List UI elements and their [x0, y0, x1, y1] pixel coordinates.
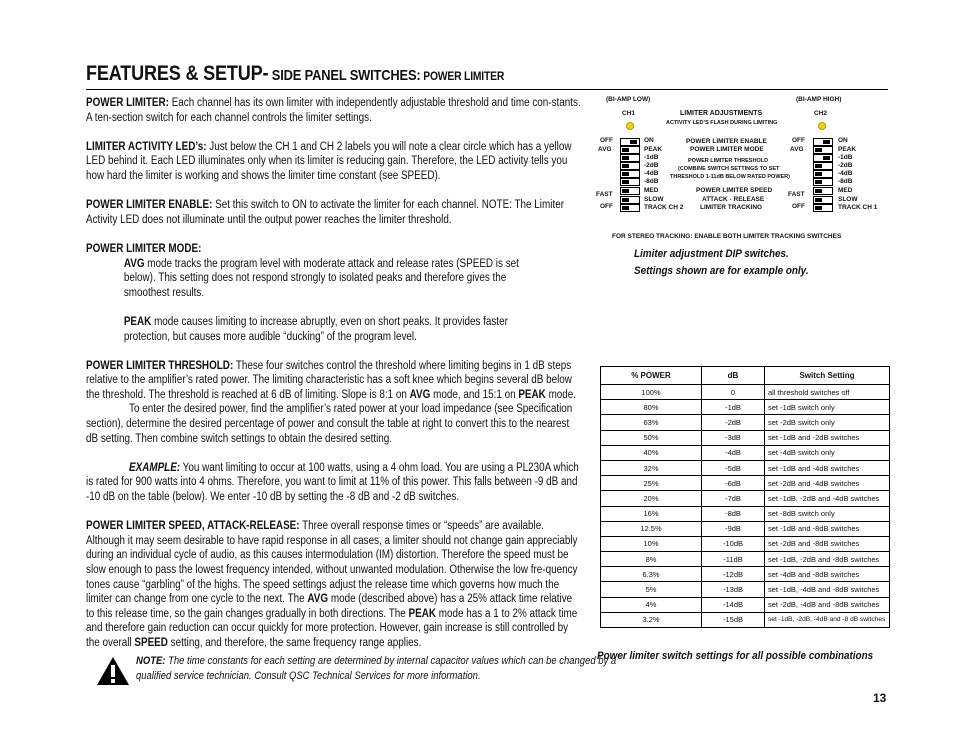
ch1-2db-label: -2dB — [644, 162, 659, 169]
ch2-switch-2db[interactable] — [813, 162, 833, 170]
cell-power: 12.5% — [601, 521, 702, 536]
cell-switch: set -1dB and -2dB switches — [765, 430, 890, 445]
text-example: You want limiting to occur at 100 watts, using a 4 ohm load. You are using a PL230A which is rated for 900 watts into 4 ohms. Therefore, you want to limit at 11% of this power. This falls between -9 dB and -10 dB on the table (below). We enter -10 dB by setting the -8 dB and -2 dB switches. — [86, 461, 579, 504]
cell-db: -13dB — [702, 582, 765, 597]
cell-db: -10dB — [702, 536, 765, 551]
cell-switch: set -1dB, -2dB and -8dB switches — [765, 552, 890, 567]
ch2-avg-label: AVG — [790, 146, 804, 153]
text-threshold-1: These four switches control the threshold where limiting begins in 1 dB steps relative to the amplifier’s rated power. The limiting characteristic has a soft knee which begins several dB below the threshold. The threshold is reached at 6 dB of limiting. Slope is 8:1 on — [86, 359, 572, 401]
label-threshold: POWER LIMITER THRESHOLD: — [86, 359, 234, 372]
title-main: FEATURES & SETUP- — [86, 62, 269, 85]
ch2-off-label: OFF — [792, 137, 805, 144]
page-number: 13 — [873, 691, 887, 705]
table-row — [601, 445, 890, 460]
cell-power: 8% — [601, 552, 702, 567]
cell-power: 4% — [601, 597, 702, 612]
para-example — [86, 461, 581, 505]
header-db: dB — [702, 367, 765, 385]
text-speed-speed: SPEED — [134, 636, 168, 649]
cell-db: -4dB — [702, 445, 765, 460]
text-threshold-2: mode, and 15:1 on — [430, 388, 519, 401]
cell-power: 80% — [601, 400, 702, 415]
cell-power: 63% — [601, 415, 702, 430]
cell-power: 40% — [601, 445, 702, 460]
cell-power: 6.3% — [601, 567, 702, 582]
cell-power: 5% — [601, 582, 702, 597]
cell-power: 100% — [601, 385, 702, 400]
ch1-switch-8db[interactable] — [620, 178, 640, 186]
ch2-switch-track[interactable] — [813, 204, 833, 212]
label-mode: POWER LIMITER MODE: — [86, 242, 202, 255]
para-threshold-2 — [86, 402, 581, 446]
para-activity-leds — [86, 140, 581, 184]
center-speed: POWER LIMITER SPEED — [696, 187, 773, 194]
table-row — [601, 491, 890, 506]
ch2-peak-label: PEAK — [838, 146, 857, 153]
title-sub2: POWER LIMITER — [420, 69, 505, 83]
text-speed-1: Three overall response times or “speeds” are available. Although it may seem desirable to have rapid response in all cases, a limiter should not change gain appreciably during an individual cycle of audio, as this causes intermodulation (IM) distortion. Therefore the speed must be slow enough to pass the lowest frequency intended, without unwanted modulation. Otherwise the low fre-quency tones cause “garbling” of the highs. The speed settings adjust the release time which governs how much the limiter can change from one cycle to the next. The — [86, 520, 578, 606]
cell-db: -7dB — [702, 491, 765, 506]
text-avg: mode tracks the program level with moderate attack and release rates (SPEED is set below). This setting does not respond strongly to isolated peaks and therefore gives the smoothest results. — [123, 257, 519, 299]
ch1-switch-med[interactable] — [620, 187, 640, 195]
ch2-switch-mode[interactable] — [813, 146, 833, 154]
ch1-label: CH1 — [622, 110, 636, 117]
cell-power: 10% — [601, 536, 702, 551]
ch1-fast-label: FAST — [596, 191, 613, 198]
cell-power: 50% — [601, 430, 702, 445]
ch2-label: CH2 — [814, 110, 828, 117]
ch2-off2-label: OFF — [792, 203, 805, 210]
header-power: % POWER — [601, 367, 702, 385]
text-speed-4: setting, and therefore, the same frequency range applies. — [167, 636, 422, 649]
label-power-limiter: POWER LIMITER: — [86, 97, 169, 109]
ch2-track-label: TRACK CH 1 — [838, 204, 878, 211]
cell-db: -6dB — [702, 476, 765, 491]
label-speed: POWER LIMITER SPEED, ATTACK-RELEASE: — [86, 520, 300, 533]
table-row — [601, 400, 890, 415]
cell-power: 3.2% — [601, 612, 702, 627]
diagram-title: LIMITER ADJUSTMENTS — [680, 110, 763, 117]
cell-db: -11dB — [702, 552, 765, 567]
ch2-switch-4db[interactable] — [813, 170, 833, 178]
body-text — [86, 96, 586, 665]
table-row — [601, 460, 890, 475]
label-example: EXAMPLE: — [129, 461, 181, 474]
ch2-1db-label: -1dB — [838, 154, 853, 161]
text-peak: mode causes limiting to increase abruptly, even on short peaks. It provides faster protection, but causes more audible “ducking” of the program level. — [123, 315, 508, 343]
ch2-switch-med[interactable] — [813, 187, 833, 195]
table-row — [601, 536, 890, 551]
note-text — [136, 654, 618, 683]
text-power-limiter: Each channel has its own limiter with independently adjustable threshold and time con-stants. A ten-section switch for each channel controls the limiter settings. — [86, 97, 581, 124]
dip-caption-2: Settings shown are for example only. — [634, 265, 809, 277]
ch2-2db-label: -2dB — [838, 162, 853, 169]
center-thresh3: THRESHOLD 1-11dB BELOW RATED POWER) — [670, 174, 790, 180]
ch1-avg-label: AVG — [598, 146, 612, 153]
center-thresh: POWER LIMITER THRESHOLD — [688, 158, 769, 164]
biamp-low-label: (BI-AMP LOW) — [606, 96, 651, 103]
ch1-switch-enable[interactable] — [620, 138, 640, 146]
ch1-switch-2db[interactable] — [620, 162, 640, 170]
table-caption: Power limiter switch settings for all possible combinations — [597, 650, 874, 662]
table-row — [601, 506, 890, 521]
text-speed-peak: PEAK — [408, 607, 437, 620]
ch2-switch-8db[interactable] — [813, 178, 833, 186]
cell-switch: set -8dB switch only — [765, 506, 890, 521]
cell-switch: set -1dB, -2dB, -4dB and -8 dB switches — [765, 612, 890, 627]
cell-db: 0 — [702, 385, 765, 400]
note-label: NOTE: — [136, 655, 166, 667]
table-row — [601, 567, 890, 582]
ch1-off-label: OFF — [600, 137, 613, 144]
text-speed-avg: AVG — [307, 593, 329, 606]
label-enable: POWER LIMITER ENABLE: — [86, 199, 213, 212]
cell-power: 20% — [601, 491, 702, 506]
table-row — [601, 582, 890, 597]
ch1-4db-label: -4dB — [644, 170, 659, 177]
cell-switch: set -1dB and -4dB switches — [765, 460, 890, 475]
cell-switch: all threshold switches off — [765, 385, 890, 400]
table-row — [601, 430, 890, 445]
text-threshold-3: mode. — [545, 388, 577, 401]
cell-switch: set -2dB switch only — [765, 415, 890, 430]
note-body: The time constants for each setting are determined by internal capacitor values which can be changed by a qualified service technician. Consult QSC Technical Services for more information. — [136, 655, 617, 682]
ch1-switch-mode[interactable] — [620, 146, 640, 154]
table-row — [601, 612, 890, 627]
label-peak: PEAK — [123, 315, 152, 328]
center-attack: ATTACK - RELEASE — [702, 196, 765, 203]
ch2-4db-label: -4dB — [838, 170, 853, 177]
ch2-on-label: ON — [838, 137, 848, 144]
threshold-table — [600, 366, 890, 628]
para-mode-avg — [86, 257, 581, 301]
cell-switch: set -4dB switch only — [765, 445, 890, 460]
cell-db: -5dB — [702, 460, 765, 475]
text-activity-leds: Just below the CH 1 and CH 2 labels you will note a clear circle which has a yellow LED behind it. Each LED illuminates only when its limiter is reducing gain. Therefore, the LED activity tells you how hard the limiter is working and shows the limiter time constant (see SPEED). — [86, 140, 572, 182]
cell-db: -14dB — [702, 597, 765, 612]
ch1-slow-label: SLOW — [644, 196, 664, 203]
ch1-switch-1db[interactable] — [620, 154, 640, 162]
cell-switch: set -2dB, -4dB and -8dB switches — [765, 597, 890, 612]
table-row — [601, 476, 890, 491]
ch2-slow-label: SLOW — [838, 196, 858, 203]
text-threshold-peak: PEAK — [518, 388, 546, 401]
para-threshold — [86, 359, 581, 403]
cell-db: -8dB — [702, 506, 765, 521]
ch2-8db-label: -8dB — [838, 178, 853, 185]
title-sub: SIDE PANEL SWITCHES: — [268, 67, 421, 84]
cell-switch: set -1dB switch only — [765, 400, 890, 415]
ch1-8db-label: -8dB — [644, 178, 659, 185]
ch1-1db-label: -1dB — [644, 154, 659, 161]
cell-power: 32% — [601, 460, 702, 475]
cell-db: -3dB — [702, 430, 765, 445]
ch1-on-label: ON — [644, 137, 654, 144]
ch1-peak-label: PEAK — [644, 146, 663, 153]
center-mode: POWER LIMITER MODE — [690, 146, 764, 153]
warning-icon — [96, 656, 130, 686]
label-activity-leds: LIMITER ACTIVITY LED’s: — [86, 140, 207, 153]
cell-switch: set -4dB and -8dB switches — [765, 567, 890, 582]
page-title — [86, 62, 504, 86]
ch2-med-label: MED — [838, 187, 853, 194]
table-row — [601, 415, 890, 430]
title-rule — [86, 89, 888, 90]
center-enable: POWER LIMITER ENABLE — [686, 138, 767, 145]
ch1-activity-led — [626, 122, 634, 130]
cell-power: 16% — [601, 506, 702, 521]
header-switch: Switch Setting — [765, 367, 890, 385]
para-speed — [86, 519, 581, 650]
table-row — [601, 597, 890, 612]
ch1-switch-slow[interactable] — [620, 196, 640, 204]
cell-switch: set -2dB and -8dB switches — [765, 536, 890, 551]
diagram-subtitle: ACTIVITY LED’S FLASH DURING LIMITING — [666, 120, 778, 126]
ch2-switch-1db[interactable] — [813, 154, 833, 162]
table-row — [601, 385, 890, 400]
ch1-switch-4db[interactable] — [620, 170, 640, 178]
ch1-off2-label: OFF — [600, 203, 613, 210]
text-enable: Set this switch to ON to activate the limiter for each channel. NOTE: The Limiter Activity LED does not illuminate until the output power reaches the limiter threshold. — [86, 199, 564, 226]
text-threshold-4: To enter the desired power, find the amplifier’s rated power at your load impedance (see Specification section), determine the desired percentage of power and consult the table at right to convert this to the nearest dB setting. Then combine switch settings to obtain the desired setting. — [86, 403, 573, 445]
para-mode-peak — [86, 315, 581, 344]
center-tracking: LIMITER TRACKING — [700, 204, 763, 211]
text-speed-3: mode has a 1 to 2% attack time and therefore gain reduction can occur quickly for more protection. However, gain increase is still controlled by the overall — [86, 607, 578, 649]
ch1-switch-track[interactable] — [620, 204, 640, 212]
ch2-fast-label: FAST — [788, 191, 805, 198]
cell-db: -1dB — [702, 400, 765, 415]
text-speed-2: mode (described above) has a 25% attack time relative to this release time, so the gain changes gradually in both directions. The — [86, 593, 573, 620]
para-mode-heading — [86, 242, 581, 257]
ch1-med-label: MED — [644, 187, 659, 194]
ch2-switch-slow[interactable] — [813, 196, 833, 204]
cell-db: -2dB — [702, 415, 765, 430]
text-threshold-avg: AVG — [409, 388, 431, 401]
cell-switch: set -1dB and -8dB switches — [765, 521, 890, 536]
ch2-activity-led — [818, 122, 826, 130]
cell-db: -12dB — [702, 567, 765, 582]
label-avg: AVG — [123, 257, 145, 270]
cell-power: 25% — [601, 476, 702, 491]
cell-switch: set -1dB, -2dB and -4dB switches — [765, 491, 890, 506]
table-row — [601, 552, 890, 567]
biamp-high-label: (BI-AMP HIGH) — [796, 96, 842, 103]
cell-switch: set -1dB, -4dB and -8dB switches — [765, 582, 890, 597]
cell-switch: set -2dB and -4dB switches — [765, 476, 890, 491]
para-power-limiter — [86, 96, 581, 125]
diagram-footer: FOR STEREO TRACKING: ENABLE BOTH LIMITER TRACKING SWITCHES — [612, 233, 842, 240]
table-header-row — [601, 367, 890, 385]
para-enable — [86, 198, 581, 227]
cell-db: -15dB — [702, 612, 765, 627]
cell-db: -9dB — [702, 521, 765, 536]
table-row — [601, 521, 890, 536]
ch1-track-label: TRACK CH 2 — [644, 204, 684, 211]
dip-caption-1: Limiter adjustment DIP switches. — [634, 248, 789, 260]
center-thresh2: (COMBINE SWITCH SETTINGS TO SET — [678, 166, 780, 172]
ch2-switch-enable[interactable] — [813, 138, 833, 146]
